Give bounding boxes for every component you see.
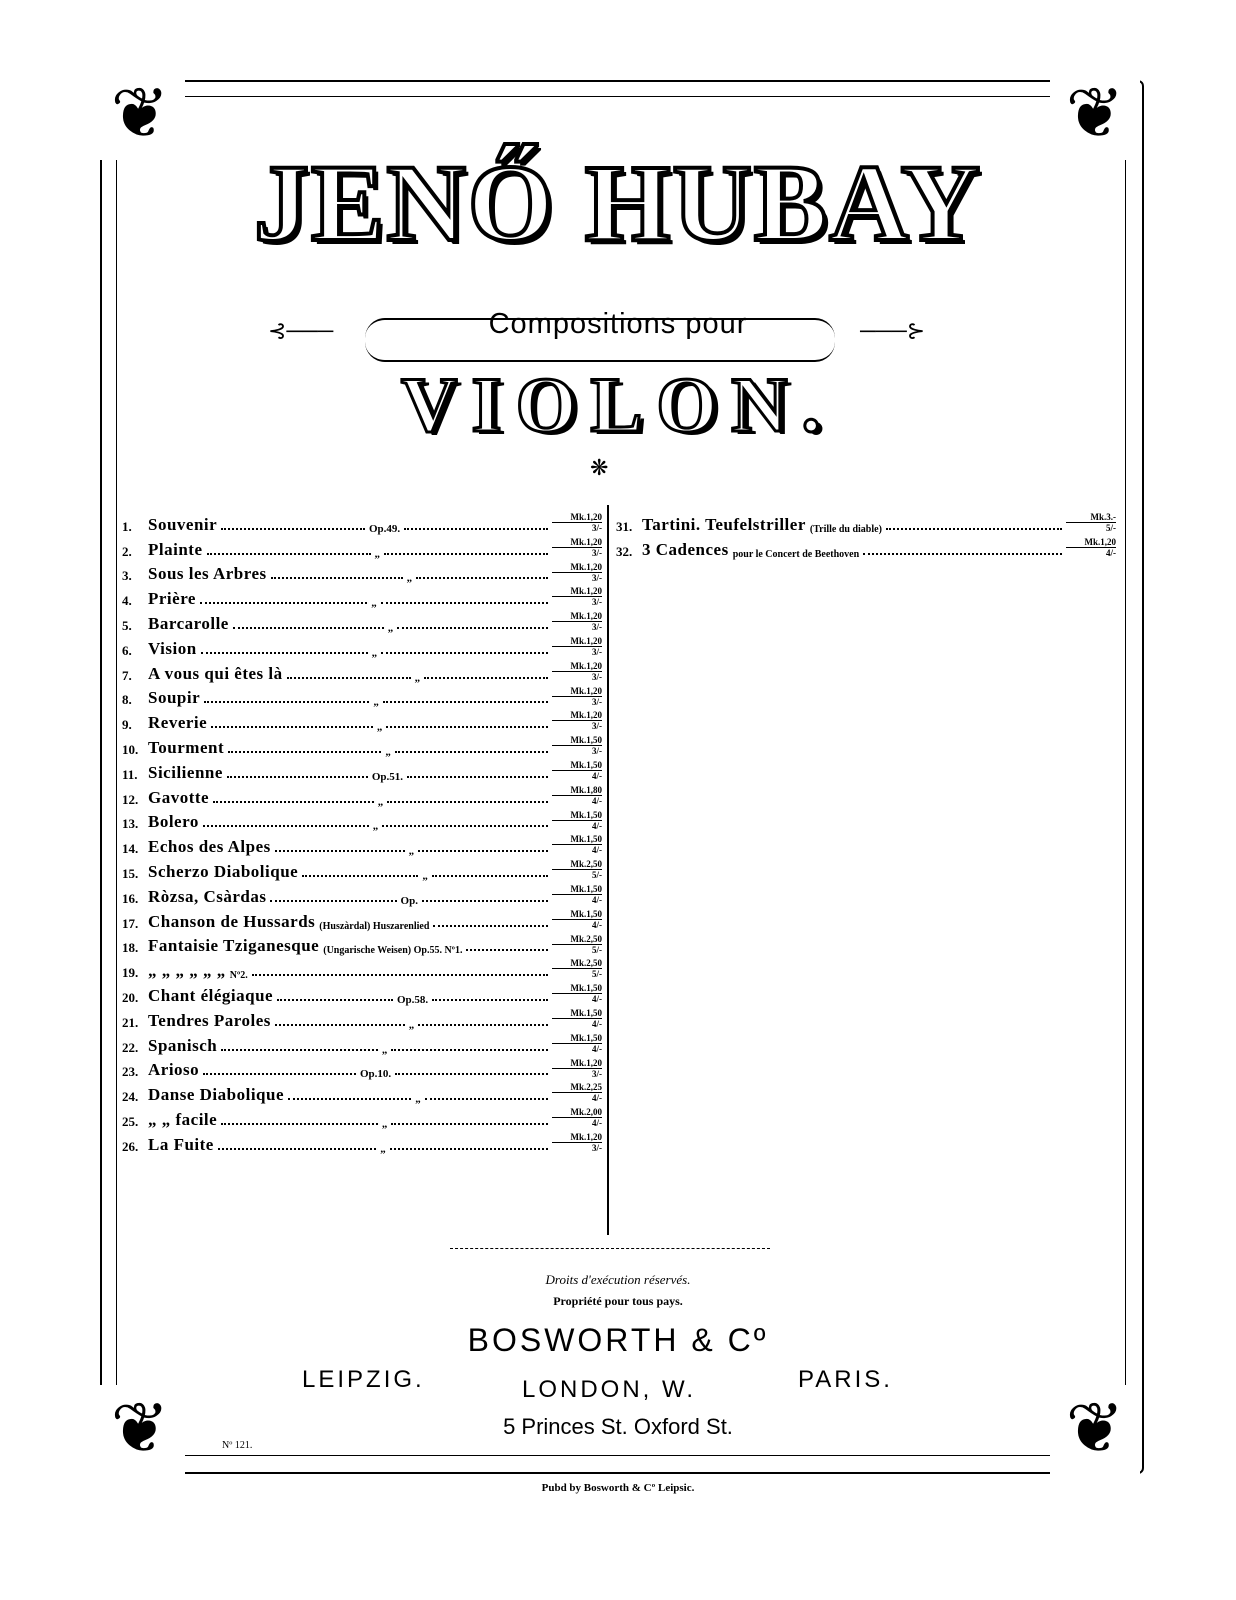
work-number: 26. [122, 1138, 139, 1154]
price-shillings: 4/- [592, 795, 602, 806]
work-number: 20. [122, 989, 139, 1005]
leader-dots [221, 528, 365, 530]
leader-dots [418, 1024, 548, 1026]
price-marks: Mk.1,20 [552, 512, 602, 523]
city-london: LONDON, W. [522, 1376, 697, 1403]
work-price [552, 1132, 602, 1153]
work-row [616, 535, 1116, 560]
work-title: Scherzo Diabolique [148, 861, 299, 881]
price-marks: Mk.1,50 [552, 909, 602, 920]
city-leipzig: LEIPZIG. [302, 1366, 425, 1393]
leader-dots [287, 677, 411, 679]
work-opus: „ [408, 1018, 415, 1031]
work-number: 32. [616, 543, 633, 559]
leader-dots [211, 726, 373, 728]
work-row [122, 708, 602, 733]
work-title: Soupir [148, 688, 201, 708]
work-title: Spanisch [148, 1035, 218, 1055]
work-price [552, 958, 602, 979]
leader-dots [391, 1049, 548, 1051]
work-price [552, 810, 602, 831]
price-marks: Mk.1,20 [552, 586, 602, 597]
leader-dots [200, 602, 367, 604]
price-shillings: 3/- [592, 1142, 603, 1153]
leader-dots [432, 999, 548, 1001]
price-marks: Mk.1,20 [552, 661, 602, 672]
price-marks: Mk.1,50 [552, 810, 602, 821]
price-shillings: 5/- [1106, 523, 1116, 533]
work-number: 15. [122, 865, 139, 881]
work-number: 11. [122, 766, 138, 782]
work-number: 19. [122, 965, 139, 981]
work-title: „ „ „ „ „ „ [148, 961, 226, 981]
leader-dots [387, 801, 548, 803]
price-marks: Mk.1,20 [1066, 537, 1116, 548]
work-opus: „ [374, 547, 380, 560]
price-shillings: 3/- [592, 597, 603, 608]
leader-dots [201, 652, 368, 654]
leader-dots [404, 528, 548, 530]
printed-by: Pubd by Bosworth & Cº Leipsic. [541, 1482, 695, 1494]
work-price [552, 785, 602, 806]
work-opus: Op.58. [396, 993, 429, 1006]
city-paris: PARIS. [798, 1366, 893, 1393]
work-opus: „ [414, 671, 421, 684]
work-price [552, 1058, 602, 1079]
work-title: Reverie [148, 713, 208, 733]
work-subtitle: (Huszàrdal) Huszarenlied [319, 920, 430, 932]
price-marks: Mk.1,80 [552, 785, 602, 796]
work-opus: „ [406, 572, 413, 585]
leader-dots [221, 1049, 378, 1051]
subtitle: Compositions pour [488, 308, 748, 340]
work-price [552, 586, 602, 607]
work-title: Echos des Alpes [148, 837, 271, 857]
work-title: Tendres Paroles [148, 1010, 271, 1030]
work-price [552, 1033, 602, 1054]
work-number: 3. [122, 568, 132, 584]
work-title: A vous qui êtes là [148, 663, 283, 683]
leader-dots [227, 776, 368, 778]
price-marks: Mk.1,50 [552, 760, 602, 771]
leader-dots [863, 553, 1062, 555]
leader-dots [277, 999, 393, 1001]
work-opus: „ [377, 795, 384, 808]
leader-dots [203, 1073, 356, 1075]
price-shillings: 3/- [592, 523, 602, 533]
publisher-address: 5 Princes St. Oxford St. [503, 1414, 733, 1439]
price-marks: Mk.2,50 [552, 958, 602, 969]
work-number: 23. [122, 1064, 139, 1080]
corner-ornament-icon: ❦ [1050, 1385, 1140, 1475]
price-marks: Mk.2,25 [552, 1082, 602, 1093]
leader-dots [391, 1123, 548, 1125]
work-title: Vision [148, 638, 197, 658]
work-row [122, 560, 602, 585]
work-title: Fantaisie Tziganesque [148, 936, 320, 956]
work-row [122, 932, 602, 957]
composer-title: JENŐ HUBAY [253, 142, 983, 264]
work-price [552, 1082, 602, 1103]
leader-dots [416, 577, 548, 579]
leader-dots [221, 1123, 378, 1125]
leader-dots [207, 553, 371, 555]
work-number: 18. [122, 940, 139, 956]
work-opus: „ [387, 621, 394, 634]
plate-number: Nº 121. [222, 1440, 253, 1451]
work-number: 16. [122, 890, 139, 906]
price-marks: Mk.1,20 [552, 636, 602, 647]
work-row [122, 808, 602, 833]
price-shillings: 4/- [592, 894, 603, 905]
scroll-ornament-icon: ⊰─── [268, 318, 334, 343]
work-title: Barcarolle [148, 613, 229, 633]
work-price [552, 686, 602, 707]
corner-ornament-icon: ❦ [95, 1385, 185, 1475]
leader-dots [395, 1073, 548, 1075]
price-shillings: 3/- [592, 622, 603, 633]
instrument-title: VIOLON. [401, 361, 835, 448]
work-number: 6. [122, 642, 132, 658]
price-marks: Mk.1,20 [552, 710, 602, 721]
work-price [552, 1008, 602, 1029]
work-row [122, 956, 602, 981]
leader-dots [203, 825, 369, 827]
work-price [552, 1107, 602, 1128]
price-marks: Mk.1,50 [552, 884, 602, 895]
corner-ornament-icon: ❦ [95, 70, 185, 160]
work-row [122, 1006, 602, 1031]
work-row [122, 609, 602, 634]
work-price [552, 611, 602, 632]
price-shillings: 3/- [592, 721, 602, 732]
work-title: Chant élégiaque [148, 985, 274, 1005]
work-title: Souvenir [148, 514, 218, 534]
leader-dots [233, 627, 384, 629]
work-price [552, 735, 602, 756]
work-title: „ „ facile [148, 1109, 218, 1129]
work-title: Tourment [148, 737, 225, 757]
work-row [122, 981, 602, 1006]
price-shillings: 3/- [592, 746, 603, 757]
work-number: 24. [122, 1089, 139, 1105]
work-row [122, 659, 602, 684]
price-marks: Mk.1,50 [552, 1008, 602, 1019]
leader-dots [288, 1098, 411, 1100]
price-shillings: 5/- [592, 870, 603, 881]
work-opus: „ [376, 721, 383, 734]
work-title: Danse Diabolique [148, 1085, 284, 1105]
work-opus: „ [373, 696, 379, 709]
price-marks: Mk.1,20 [552, 562, 602, 573]
work-title: Chanson de Hussards [148, 911, 316, 931]
work-price [552, 884, 602, 905]
work-opus: „ [371, 597, 377, 610]
work-row [122, 634, 602, 659]
work-row [122, 907, 602, 932]
publisher-name: BOSWORTH & Cº [467, 1322, 769, 1358]
flourish-ornament-icon: ❋ [590, 455, 609, 480]
corner-ornament-icon: ❦ [1050, 70, 1140, 160]
work-row [122, 1130, 602, 1155]
work-row [122, 510, 602, 535]
price-shillings: 4/- [592, 845, 602, 856]
price-marks: Mk.1,20 [552, 1058, 602, 1069]
work-price [552, 636, 602, 657]
leader-dots [397, 627, 548, 629]
price-marks: Mk.2,50 [552, 859, 602, 870]
work-title: Bolero [148, 812, 199, 832]
price-marks: Mk.1,20 [552, 537, 602, 548]
work-subtitle: pour le Concert de Beethoven [732, 548, 860, 560]
price-shillings: 4/- [592, 820, 603, 831]
price-marks: Mk.1,20 [552, 1132, 602, 1143]
leader-dots [270, 900, 396, 902]
price-marks: Mk.1,50 [552, 983, 602, 994]
leader-dots [390, 1148, 548, 1150]
work-title: Tartini. Teufelstriller [642, 514, 806, 534]
work-row [122, 783, 602, 808]
price-shillings: 5/- [592, 969, 602, 980]
work-title: La Fuite [148, 1134, 214, 1154]
work-opus: „ [415, 1093, 421, 1106]
work-title: Sous les Arbres [148, 564, 267, 584]
work-price [552, 710, 602, 731]
work-subtitle: (Trille du diable) [809, 523, 882, 535]
price-shillings: 3/- [592, 646, 603, 657]
price-shillings: 3/- [592, 671, 603, 682]
leader-dots [407, 776, 548, 778]
price-shillings: 4/- [1106, 547, 1116, 558]
work-price [552, 661, 602, 682]
work-price [1066, 512, 1116, 533]
price-shillings: 4/- [592, 1118, 603, 1129]
work-opus: „ [422, 869, 428, 882]
leader-dots [271, 577, 403, 579]
price-shillings: 3/- [592, 572, 602, 583]
price-marks: Mk.1,50 [552, 1033, 602, 1044]
leader-dots [302, 875, 418, 877]
works-list-left [122, 510, 602, 1155]
price-marks: Mk.2,00 [552, 1107, 602, 1118]
leader-dots [466, 949, 548, 951]
work-title: Ròzsa, Csàrdas [148, 886, 267, 906]
work-number: 4. [122, 593, 132, 609]
work-number: 17. [122, 915, 139, 931]
leader-dots [213, 801, 374, 803]
price-shillings: 3/- [592, 547, 602, 558]
price-shillings: 5/- [592, 944, 602, 955]
work-price [552, 512, 602, 533]
work-number: 1. [122, 518, 132, 534]
leader-dots [252, 974, 548, 976]
work-number: 7. [122, 667, 132, 683]
work-price [552, 909, 602, 930]
work-opus: Op.49. [369, 522, 401, 535]
works-list-right [616, 510, 1116, 560]
price-marks: Mk.1,50 [552, 735, 602, 746]
leader-dots [386, 726, 548, 728]
work-price [552, 934, 602, 955]
work-opus: „ [385, 745, 391, 758]
work-row [122, 1080, 602, 1105]
work-title: 3 Cadences [642, 539, 729, 559]
work-title: Gavotte [148, 787, 210, 807]
leader-dots [228, 751, 381, 753]
leader-dots [433, 925, 548, 927]
work-row [122, 584, 602, 609]
leader-dots [275, 1024, 405, 1026]
work-opus: „ [372, 820, 379, 833]
work-number: 13. [122, 816, 139, 832]
work-number: 5. [122, 617, 132, 633]
work-row [122, 1056, 602, 1081]
work-row [122, 1031, 602, 1056]
price-shillings: 3/- [592, 1068, 603, 1079]
price-shillings: 4/- [592, 1093, 602, 1104]
leader-dots [425, 1098, 548, 1100]
work-price [552, 562, 602, 583]
scroll-ornament-icon: ───⊱ [860, 318, 926, 343]
leader-dots [424, 677, 548, 679]
price-marks: Mk.2,50 [552, 934, 602, 945]
work-number: 8. [122, 692, 132, 708]
work-opus: Op.10. [360, 1068, 392, 1081]
work-price [1066, 537, 1116, 558]
leader-dots [422, 900, 548, 902]
work-row [122, 684, 602, 709]
work-subtitle: Nº2. [229, 970, 248, 982]
work-row [122, 1105, 602, 1130]
work-row [122, 535, 602, 560]
work-number: 21. [122, 1014, 139, 1030]
column-divider [607, 505, 609, 1235]
leader-dots [432, 875, 548, 877]
leader-dots [418, 850, 548, 852]
price-shillings: 4/- [592, 1018, 603, 1029]
work-number: 12. [122, 791, 139, 807]
work-number: 9. [122, 717, 132, 733]
work-number: 25. [122, 1113, 139, 1129]
work-number: 22. [122, 1039, 139, 1055]
leader-dots [381, 652, 548, 654]
price-shillings: 3/- [592, 696, 603, 707]
work-opus: Op. [400, 894, 418, 907]
work-opus: „ [381, 1043, 388, 1056]
leader-dots [384, 553, 548, 555]
work-price [552, 859, 602, 880]
work-subtitle: (Ungarische Weisen) Op.55. Nº1. [323, 945, 463, 957]
work-price [552, 983, 602, 1004]
work-title: Arioso [148, 1060, 200, 1080]
price-shillings: 4/- [592, 994, 602, 1005]
price-marks: Mk.1,50 [552, 834, 602, 845]
rights-notice: Droits d'exécution réservés. [545, 1272, 691, 1287]
work-number: 2. [122, 543, 132, 559]
work-row [122, 882, 602, 907]
work-opus: „ [408, 845, 415, 858]
leader-dots [275, 850, 405, 852]
leader-dots [381, 602, 548, 604]
work-price [552, 834, 602, 855]
work-row [122, 857, 602, 882]
price-shillings: 4/- [592, 919, 602, 930]
price-shillings: 4/- [592, 1043, 603, 1054]
work-row [616, 510, 1116, 535]
leader-dots [886, 528, 1062, 530]
work-opus: Op.51. [371, 770, 404, 783]
property-notice: Propriété pour tous pays. [553, 1294, 683, 1308]
price-marks: Mk.1,20 [552, 611, 602, 622]
work-row [122, 758, 602, 783]
work-number: 31. [616, 518, 633, 534]
leader-dots [204, 701, 369, 703]
work-number: 14. [122, 841, 139, 857]
work-title: Plainte [148, 539, 203, 559]
leader-dots [383, 701, 548, 703]
price-marks: Mk.3.- [1066, 512, 1116, 523]
work-opus: „ [371, 646, 378, 659]
price-marks: Mk.1,20 [552, 686, 602, 697]
work-title: Sicilienne [148, 762, 223, 782]
work-row [122, 733, 602, 758]
work-number: 10. [122, 741, 139, 757]
work-opus: „ [381, 1117, 388, 1130]
work-opus: „ [380, 1142, 386, 1155]
leader-dots [395, 751, 548, 753]
footer-divider [450, 1248, 770, 1249]
price-shillings: 4/- [592, 770, 602, 781]
work-title: Prière [148, 589, 196, 609]
work-row [122, 832, 602, 857]
leader-dots [382, 825, 548, 827]
work-price [552, 760, 602, 781]
leader-dots [218, 1148, 376, 1150]
work-price [552, 537, 602, 558]
